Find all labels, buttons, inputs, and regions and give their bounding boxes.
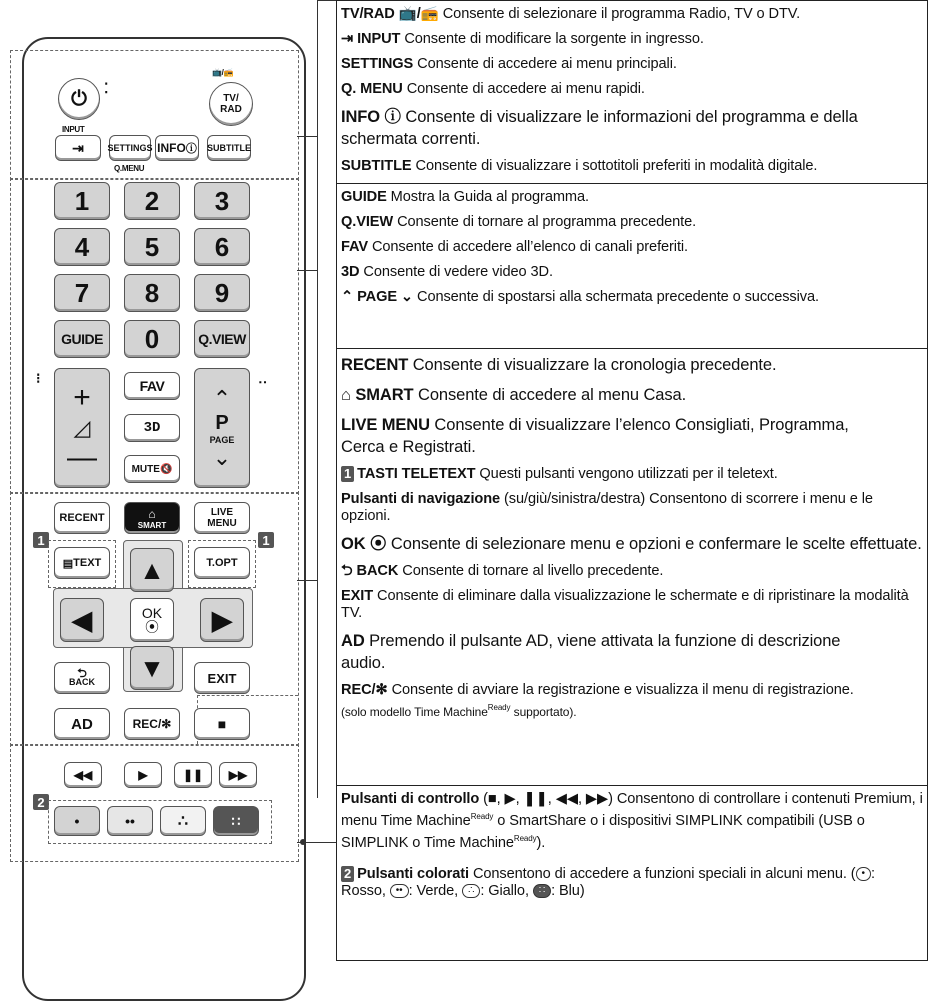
volume-ramp-icon: ◿ [73, 415, 91, 440]
recent-button[interactable]: RECENT [54, 502, 110, 534]
input-label: INPUT [62, 125, 85, 134]
desc-recent: RECENT Consente di visualizzare la cronologia precedente. [341, 356, 777, 374]
yellow-key-icon: ∴ [462, 884, 480, 898]
desc-fav: FAV Consente di accedere all’elenco di canali preferiti. [341, 239, 689, 255]
desc-smart: ⌂ SMART Consente di accedere al menu Casa. [341, 386, 687, 404]
leader-4-dot [300, 839, 306, 845]
digit-1-button[interactable]: 1 [54, 182, 110, 220]
volume-rocker[interactable] [54, 368, 110, 488]
digit-5-button[interactable]: 5 [124, 228, 180, 266]
desc-navigation: Pulsanti di navigazione (su/giù/sinistra/destra) Consentono di scorrere i menu e le opzioni. [341, 491, 873, 524]
power-button[interactable] [58, 78, 100, 120]
pause-icon: ❚❚ [182, 768, 204, 782]
arrow-right-icon: ▶ [212, 604, 232, 635]
desc-live-menu: LIVE MENU Consente di visualizzare l’elenco Consigliati, Programma, Cerca e Registrati. [341, 416, 849, 456]
topt-button[interactable]: T.OPT [194, 547, 250, 579]
section-1 [337, 1, 927, 184]
fast-forward-button[interactable] [219, 762, 257, 788]
section-3 [337, 349, 927, 786]
digit-7-button[interactable]: 7 [54, 274, 110, 312]
teletext-icon: ▤ [62, 557, 74, 570]
desc-page: ⌃ PAGE ⌄ Consente di spostarsi alla schermata precedente o successiva. [341, 289, 819, 305]
desc-guide: GUIDE Mostra la Guida al programma. [341, 189, 589, 205]
desc-info: INFO ⓘ Consente di visualizzare le informazioni del programma e della schermata correnti. [341, 108, 858, 148]
ok-label: OK [141, 605, 163, 621]
digit-3-button[interactable]: 3 [194, 182, 250, 220]
subtitle-button[interactable]: SUBTITLE [207, 135, 251, 161]
rewind-icon: ◀◀ [73, 768, 93, 782]
desc-control: Pulsanti di controllo (■, ▶, ❚❚, ◀◀, ▶▶) Consentono di controllare i contenuti Premium, i menu Time Machine$^{Ready}$ o SmartShare o i dispositivi SIMPLINK compatibili (USB o SIMPLINK o Time Machine$^{Ready}$). [341, 791, 923, 851]
badge-1-ref: 1 [341, 466, 354, 482]
mute-label: MUTE [131, 463, 160, 475]
leader-3a [297, 580, 317, 581]
info-button[interactable] [155, 135, 199, 161]
back-button[interactable] [54, 662, 110, 694]
desc-ad: AD Premendo il pulsante AD, viene attivata la funzione di descrizione audio. [341, 632, 841, 672]
digit-2-button[interactable]: 2 [124, 182, 180, 220]
green-key-icon: •• [390, 884, 409, 898]
home-icon: ⌂ [148, 506, 156, 521]
leader-2a [297, 270, 317, 271]
chevron-up-icon: ⌃ [212, 385, 232, 411]
digit-4-button[interactable]: 4 [54, 228, 110, 266]
back-label: BACK [69, 677, 95, 687]
volume-up-icon: + [73, 381, 91, 414]
tvrad-button[interactable]: TV/ RAD [209, 82, 253, 126]
live-menu-button[interactable]: LIVE MENU [194, 502, 250, 534]
page-rocker[interactable] [194, 368, 250, 488]
section-2 [337, 184, 927, 349]
rewind-button[interactable] [64, 762, 102, 788]
badge-2: 2 [33, 794, 49, 810]
3d-button[interactable]: 3D [124, 414, 180, 442]
badge-1-left: 1 [33, 532, 49, 548]
qview-button[interactable]: Q.VIEW [194, 320, 250, 358]
ok-button[interactable] [130, 598, 174, 642]
digit-9-button[interactable]: 9 [194, 274, 250, 312]
yellow-button[interactable]: ∴ [160, 806, 206, 836]
back-arrow-icon: ⮌ [77, 666, 87, 680]
arrow-down-icon: ▼ [139, 652, 165, 683]
red-button[interactable]: • [54, 806, 100, 836]
desc-teletext: 1 TASTI TELETEXT Questi pulsanti vengono utilizzati per il teletext. [341, 466, 923, 483]
leader-3v [317, 374, 318, 798]
input-button[interactable] [55, 135, 101, 161]
input-icon: ⇥ [72, 139, 84, 156]
desc-settings: SETTINGS Consente di accedere ai menu principali. [341, 56, 677, 72]
arrow-left-icon: ◀ [72, 604, 92, 635]
ad-button[interactable]: AD [54, 708, 110, 740]
description-table [336, 0, 928, 961]
arrow-up-icon: ▲ [139, 554, 165, 585]
tv-radio-icon: 📺/📻 [212, 68, 234, 77]
desc-subtitle: SUBTITLE Consente di visualizzare i sottotitoli preferiti in modalità digitale. [341, 158, 818, 174]
text-label: TEXT [73, 557, 102, 569]
desc-tvrad: TV/RAD 📺/📻 Consente di selezionare il programma Radio, TV o DTV. [341, 6, 801, 22]
green-button[interactable]: •• [107, 806, 153, 836]
desc-color-buttons: 2 Pulsanti colorati Consentono di accedere a funzioni speciali in alcuni menu. ( • : Rosso, •• : Verde, ∴ : Giallo, ∷ : Blu) [341, 865, 875, 899]
power-icon: ⏻ [71, 87, 87, 110]
desc-qmenu: Q. MENU Consente di accedere ai menu rapidi. [341, 81, 645, 97]
mute-icon: 🔇 [159, 463, 173, 475]
exit-button[interactable]: EXIT [194, 662, 250, 694]
braille-dots-left: ⁝ [36, 370, 41, 386]
qmenu-label: Q.MENU [114, 164, 145, 173]
nav-left-button[interactable] [60, 598, 104, 642]
blue-button[interactable]: ∷ [213, 806, 259, 836]
guide-button[interactable]: GUIDE [54, 320, 110, 358]
leader-1t [317, 0, 336, 1]
desc-3d: 3D Consente di vedere video 3D. [341, 264, 553, 280]
desc-ok: OK ⦿ Consente di selezionare menu e opzioni e confermare le scelte effettuate. [341, 535, 922, 553]
nav-down-button[interactable] [130, 646, 174, 690]
page-p-label: P [215, 411, 229, 434]
leader-2v [317, 184, 318, 374]
pause-button[interactable] [174, 762, 212, 788]
rec-button[interactable]: REC/✻ [124, 708, 180, 740]
smart-button[interactable] [124, 502, 180, 534]
badge-2-ref: 2 [341, 866, 354, 882]
digit-0-button[interactable]: 0 [124, 320, 180, 358]
ok-dot-icon: ⦿ [145, 619, 159, 635]
chevron-down-icon: ⌄ [212, 444, 232, 470]
nav-right-button[interactable] [200, 598, 244, 642]
leader-1a [297, 136, 317, 137]
braille-dots-right: ‥ [258, 370, 268, 386]
info-label: INFO [157, 141, 186, 155]
digit-6-button[interactable]: 6 [194, 228, 250, 266]
settings-button[interactable]: SETTINGS [109, 135, 151, 161]
blue-key-icon: ∷ [533, 884, 551, 898]
desc-back: ⮌ BACK Consente di tornare al livello precedente. [341, 563, 664, 579]
digit-8-button[interactable]: 8 [124, 274, 180, 312]
desc-rec: REC/✻ Consente di avviare la registrazione e visualizza il menu di registrazione. (solo modello Time Machine$^{Ready}$ supportato). [341, 682, 854, 719]
play-icon: ▶ [138, 768, 148, 782]
mute-button[interactable] [124, 455, 180, 483]
page-label: PAGE [209, 434, 235, 445]
braille-dots: ⁚ [104, 80, 109, 96]
desc-qview: Q.VIEW Consente di tornare al programma precedente. [341, 214, 697, 230]
badge-1-right: 1 [258, 532, 274, 548]
leader-1v [317, 0, 318, 184]
nav-up-button[interactable] [130, 548, 174, 592]
red-key-icon: • [856, 867, 871, 881]
volume-down-icon: — [67, 441, 97, 474]
stop-button[interactable] [194, 708, 250, 740]
section-4 [337, 786, 927, 960]
fav-button[interactable]: FAV [124, 372, 180, 400]
stop-icon: ■ [217, 716, 227, 732]
smart-label: SMART [137, 520, 167, 530]
desc-exit: EXIT Consente di eliminare dalla visualizzazione le schermate e di ripristinare la modalità TV. [341, 588, 909, 621]
play-button[interactable] [124, 762, 162, 788]
desc-input: ⇥ INPUT Consente di modificare la sorgente in ingresso. [341, 31, 704, 47]
info-icon: ⓘ [185, 143, 197, 155]
fast-forward-icon: ▶▶ [228, 768, 248, 782]
group-box-1 [10, 50, 299, 180]
